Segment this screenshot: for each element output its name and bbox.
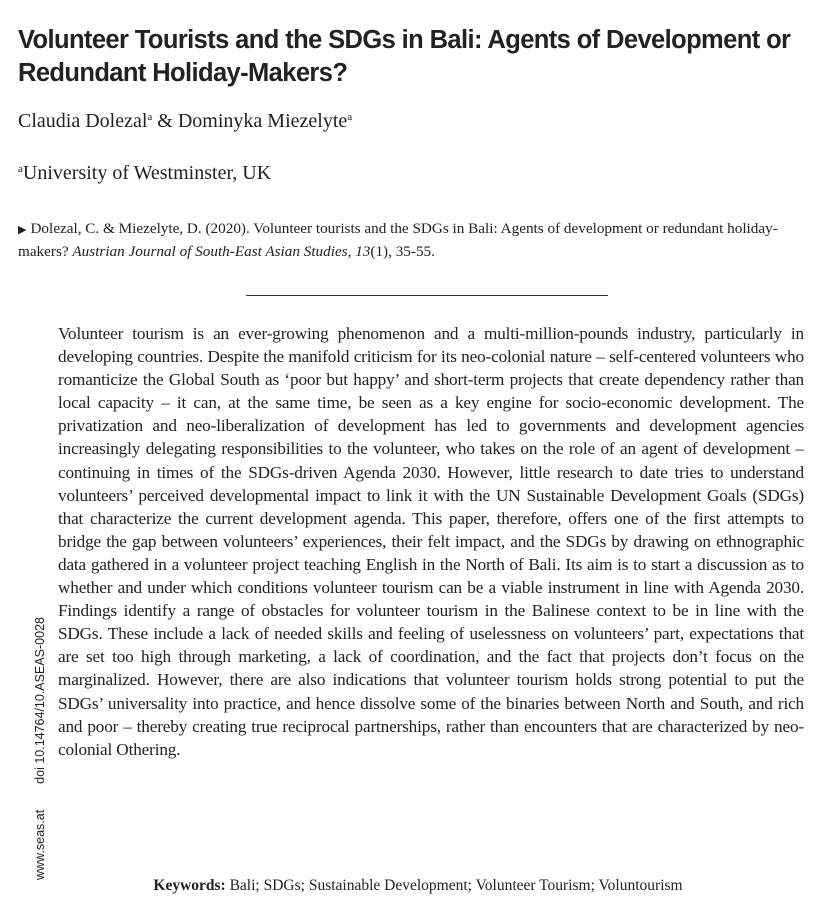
keywords-label: Keywords: xyxy=(153,877,226,894)
affiliation-marker: a xyxy=(147,111,153,123)
website-link[interactable]: www.seas.at xyxy=(33,809,47,880)
author-connector: & xyxy=(152,110,178,132)
author-line xyxy=(18,110,352,133)
affiliation-marker: a xyxy=(347,111,353,123)
triangle-right-icon: ▶ xyxy=(18,224,27,236)
affiliation-marker: a xyxy=(18,163,23,175)
author-name: Claudia Dolezal xyxy=(18,110,148,132)
section-divider xyxy=(246,295,608,296)
citation-pages: (1), 35-55. xyxy=(370,243,435,260)
abstract-text: Volunteer tourism is an ever-growing phenomenon and a multi-million-pounds industry, particularly in developing countries. Despite the manifold criticism for its neo-colonial nature – self-centered volunteers who romanticize the Global South as ‘poor but happy’ and short-term projects that create dependency rather than local capacity – it can, at the same time, be seen as a key engine for socio-economic development. The privatization and neo-liberalization of development has led to governments and development agencies increasingly delegating responsibilities to the volunteer, who takes on the role of an agent of development – continuing in times of the SDGs-driven Agenda 2030. However, little research to date tries to understand volunteers’ perceived developmental impact to link it with the UN Sustainable Development Goals (SDGs) that characterize the current development agenda. This paper, therefore, offers one of the first attempts to bridge the gap between volunteers’ experiences, their felt impact, and the SDGs by drawing on ethnographic data gathered in a volunteer project teaching English in the North of Bali. Its aim is to start a discussion as to whether and under which conditions volunteer tourism can be a viable instrument in line with Agenda 2030. Findings identify a range of obstacles for volunteer tourism in the Balinese context to be in line with the SDGs. These include a lack of needed skills and feeling of uselessness on volunteers’ part, expectations that are set too high through marketing, a lack of coordination, and the fact that projects don’t focus on the marginalized. However, there are also indications that volunteer tourism holds strong potential to put the SDGs’ universality into practice, and hence dissolve some of the binaries between North and South, and rich and poor – thereby creating true reciprocal partnerships, rather than encounters that are characterized by neo-colonial Othering. xyxy=(58,324,804,759)
citation-text: Dolezal, C. & Miezelyte, D. (2020). Volunteer tourists and the SDGs in Bali: Agents of development or redundant holiday-makers? xyxy=(18,220,778,260)
paper-title: Volunteer Tourists and the SDGs in Bali: Agents of Development or Redundant Holiday-Makers? xyxy=(18,26,791,87)
affiliation-text: University of Westminster, UK xyxy=(22,162,272,184)
citation xyxy=(18,218,808,263)
vertical-sidebar xyxy=(33,617,47,880)
doi-text: doi 10.14764/10.ASEAS-0028 xyxy=(33,617,47,784)
keywords xyxy=(58,877,778,895)
citation-journal: Austrian Journal of South-East Asian Studies, 13 xyxy=(72,243,371,260)
keywords-text: Bali; SDGs; Sustainable Development; Volunteer Tourism; Voluntourism xyxy=(225,877,683,894)
author-name: Dominyka Miezelyte xyxy=(177,110,348,132)
affiliation xyxy=(18,162,271,185)
